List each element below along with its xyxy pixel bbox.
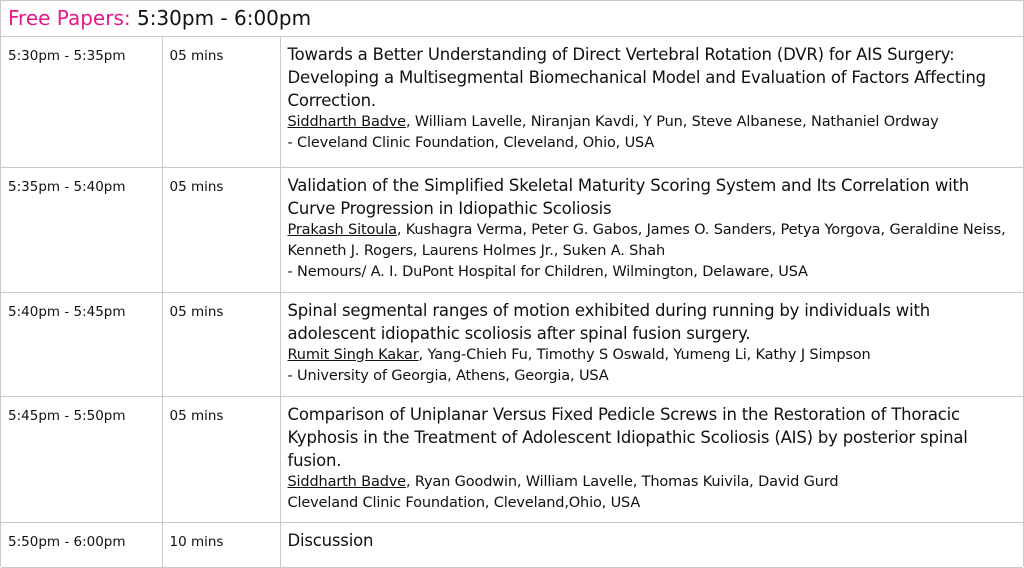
coauthors: , Ryan Goodwin, William Lavelle, Thomas Kuivila, David Gurd xyxy=(405,473,839,490)
coauthors: , William Lavelle, Niranjan Kavdi, Y Pun, Steve Albanese, Nathaniel Ordway xyxy=(405,114,939,130)
slot-time: 5:45pm - 5:50pm xyxy=(1,396,162,522)
table-row xyxy=(1,37,1023,167)
table-row xyxy=(1,167,1023,292)
paper-title: Towards a Better Understanding of Direct Vertebral Rotation (DVR) for AIS Surgery: Developing a Multisegmental Biomechanical Model and Evaluation of Factors Affecting Correction. xyxy=(287,45,986,110)
paper-affiliation: - Cleveland Clinic Foundation, Cleveland, Ohio, USA xyxy=(287,135,655,151)
slot-duration: 05 mins xyxy=(162,167,280,292)
paper-title: Comparison of Uniplanar Versus Fixed Pedicle Screws in the Restoration of Thoracic Kyphosis in the Treatment of Adolescent Idiopathic Scoliosis (AIS) by posterior spinal fusion. xyxy=(287,404,968,470)
paper-affiliation: Cleveland Clinic Foundation, Cleveland,Ohio, USA xyxy=(287,494,641,511)
slot-time: 5:50pm - 6:00pm xyxy=(1,522,162,567)
session-header xyxy=(1,0,1023,37)
paper-authors xyxy=(288,220,1018,262)
slot-time: 5:30pm - 5:35pm xyxy=(1,37,162,167)
presenter-name: Siddharth Badve xyxy=(287,473,406,490)
paper-authors xyxy=(288,345,1018,366)
slot-item xyxy=(280,396,1023,522)
coauthors: , Kushagra Verma, Peter G. Gabos, James O. Sanders, Petya Yorgova, Geraldine Neiss, Kenneth J. Rogers, Laurens Holmes Jr., Suken A. Shah xyxy=(287,221,1006,259)
paper-affiliation: - University of Georgia, Athens, Georgia, USA xyxy=(287,367,609,384)
slot-duration: 05 mins xyxy=(162,292,280,396)
paper-authors xyxy=(288,472,1018,493)
session-label: Free Papers: xyxy=(8,6,131,30)
slot-duration: 05 mins xyxy=(162,396,280,522)
paper-affiliation: - Nemours/ A. I. DuPont Hospital for Children, Wilmington, Delaware, USA xyxy=(287,263,808,280)
paper-authors xyxy=(288,112,1018,133)
slot-time: 5:35pm - 5:40pm xyxy=(1,167,162,292)
slot-duration: 10 mins xyxy=(162,522,280,567)
slot-time: 5:40pm - 5:45pm xyxy=(1,292,162,396)
slot-item xyxy=(280,167,1023,292)
presenter-name: Prakash Sitoula xyxy=(287,221,397,238)
slot-item xyxy=(280,522,1023,567)
schedule-table xyxy=(1,37,1023,568)
table-row xyxy=(1,396,1023,522)
slot-duration: 05 mins xyxy=(162,37,280,167)
coauthors: , Yang-Chieh Fu, Timothy S Oswald, Yumeng Li, Kathy J Simpson xyxy=(418,346,871,363)
slot-item xyxy=(280,292,1023,396)
presenter-name: Rumit Singh Kakar xyxy=(287,346,419,363)
slot-item xyxy=(280,37,1023,167)
presenter-name: Siddharth Badve xyxy=(287,114,406,130)
paper-title: Validation of the Simplified Skeletal Maturity Scoring System and Its Correlation with Curve Progression in Idiopathic Scoliosis xyxy=(287,175,970,218)
table-row xyxy=(1,522,1023,567)
paper-title: Spinal segmental ranges of motion exhibited during running by individuals with adolescent idiopathic scoliosis after spinal fusion surgery. xyxy=(287,300,930,343)
discussion-title: Discussion xyxy=(287,530,374,550)
session-time: 5:30pm - 6:00pm xyxy=(136,6,312,30)
table-row xyxy=(1,292,1023,396)
